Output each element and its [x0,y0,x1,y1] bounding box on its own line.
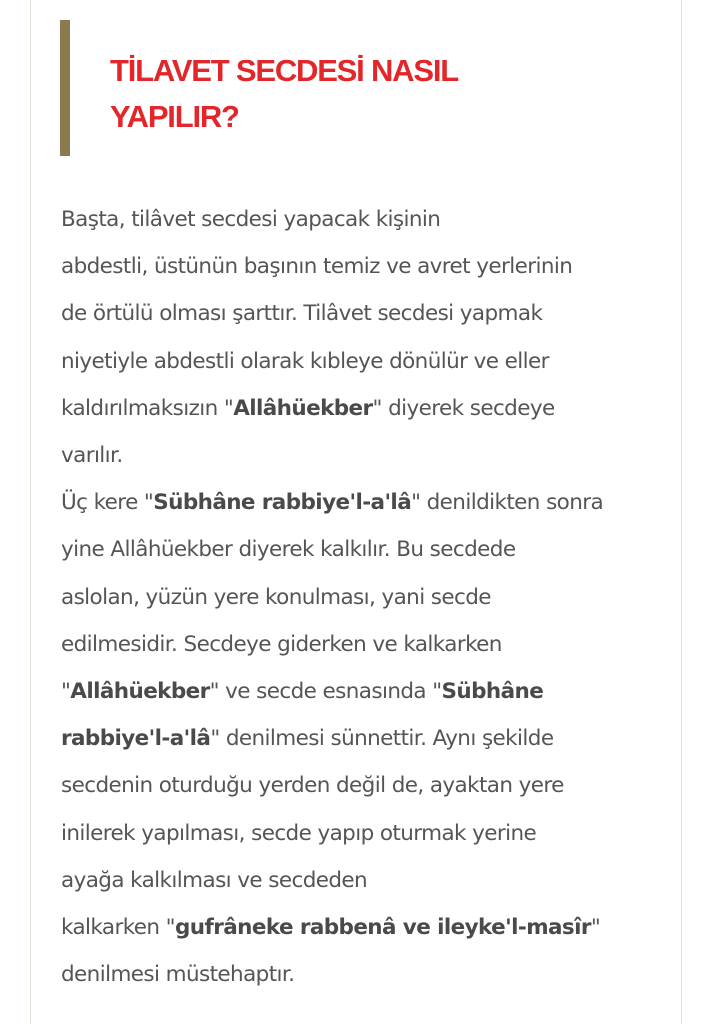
text-run: " ve secde esnasında " [209,679,442,705]
paragraph-line [61,385,666,432]
page-title [110,48,630,140]
bold-phrase: Sübhâne [441,679,544,705]
paragraph-line [61,621,666,668]
bold-phrase: Sübhâne rabbiye'l-a'lâ [153,490,412,516]
text-run: edilmesidir. Secdeye giderken ve kalkarken [61,631,502,657]
heading-accent-bar [60,20,70,156]
article-heading [60,20,660,156]
text-run: Üç kere " [61,490,154,516]
text-run: " denilmesi sünnettir. Aynı şekilde [210,726,554,752]
paragraph-line [61,196,666,243]
text-run: kaldırılmaksızın " [61,395,234,421]
text-run: de örtülü olması şarttır. Tilâvet secdesi yapmak [61,301,543,327]
paragraph-line [61,715,666,762]
bold-phrase: rabbiye'l-a'lâ [61,726,211,752]
text-run: niyetiyle abdestli olarak kıbleye dönülür ve eller [61,348,549,374]
text-run: varılır. [61,443,123,469]
paragraph-line [61,574,666,621]
text-run: secdenin oturduğu yerden değil de, ayaktan yere [61,773,564,799]
text-run: inilerek yapılması, secde yapıp oturmak yerine [61,820,537,846]
text-run: kalkarken " [61,915,175,941]
text-run: denilmesi müstehaptır. [61,962,295,988]
paragraph-line [61,432,666,479]
text-run: aslolan, yüzün yere konulması, yani secde [61,584,491,610]
paragraph-line [61,762,666,809]
text-run: " [590,915,601,941]
bold-phrase: Allâhüekber [70,679,210,705]
bold-phrase: Allâhüekber [233,395,373,421]
title-line-1: TİLAVET SECDESİ NASIL [110,53,458,88]
paragraph-line [61,290,666,337]
text-run: Başta, tilâvet secdesi yapacak kişinin [61,207,441,232]
paragraph-line [61,951,666,998]
paragraph-line [61,810,666,857]
text-run: ayağa kalkılması ve secdeden [61,867,368,893]
paragraph-line [61,857,666,904]
title-line-2: YAPILIR? [110,99,239,134]
text-run: " [61,679,71,705]
bold-phrase: gufrâneke rabbenâ ve ileyke'l-masîr [174,915,591,941]
paragraph-line [61,668,666,715]
paragraph-line [61,526,666,573]
text-run: abdestli, üstünün başının temiz ve avret yerlerinin [61,254,573,280]
text-run: " denildikten sonra [411,490,604,516]
paragraph-line [61,904,666,951]
paragraph-line [61,243,666,290]
paragraph-line [61,338,666,385]
text-run: yine Allâhüekber diyerek kalkılır. Bu secdede [61,537,516,563]
article-body [61,196,666,998]
paragraph-line [61,479,666,526]
text-run: " diyerek secdeye [372,395,555,421]
